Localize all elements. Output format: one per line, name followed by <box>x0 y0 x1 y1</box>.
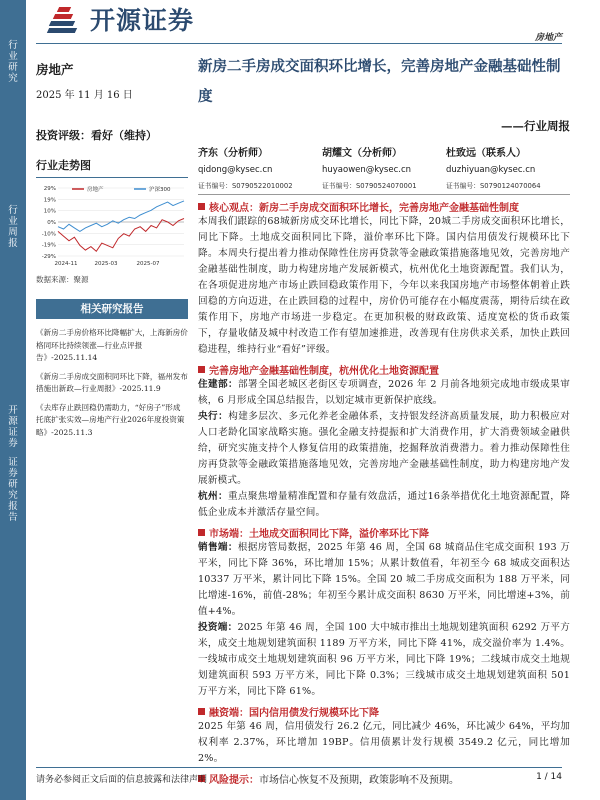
report-type: ——行业周报 <box>501 119 570 133</box>
analyst-name: 胡耀文（分析师） <box>322 148 402 159</box>
analyst-cert: 证书编号：S0790124070064 <box>446 182 541 190</box>
analyst <box>198 144 322 190</box>
analyst-email[interactable]: huyaowen@kysec.cn <box>322 165 412 175</box>
chart-legend-label: 房地产 <box>87 187 104 193</box>
risk-title: 风险提示： <box>209 775 259 786</box>
square-bullet-icon <box>198 203 205 210</box>
related-item[interactable]: 《新房二手房价格环比降幅扩大，上海新房价格同环比持续领涨—行业点评报告》-2025.11.14 <box>36 328 188 362</box>
chart-x-tick-label: 2025-03 <box>94 261 118 267</box>
analyst <box>446 144 570 190</box>
analyst-name: 齐东（分析师） <box>198 148 268 159</box>
page-number: 1 / 14 <box>536 772 562 782</box>
policy-item <box>198 409 570 489</box>
trend-chart-svg <box>36 180 188 272</box>
trend-chart-title: 行业走势图 <box>36 157 188 178</box>
policy-item <box>198 377 570 409</box>
policy-label: 住建部： <box>198 379 239 390</box>
core-view-body: 本周我们跟踪的68城新房成交环比增长，同比下降，20城二手房成交面积环比增长，同比下降。土地成交面积同比下降，溢价率环比下降。国内信用债发行规模环比下降。本周央行提出着力推动保障性住房再贷款等金融政策措施落地见效，完善房地产金融基础性制度，助力构建房地产发展新模式，杭州优化土地资源配置。我们认为，在各项促进房地产市场止跌回稳政策作用下，今年以来我国房地产市场整体朝着止跌回稳的方向迈进，在止跌回稳的过程中，房价仍可能存在小幅度震荡，期待后续在政策作用下，房地产市场进一步稳定。在更加积极的财政政策、适度宽松的货币政策下，存量收储及城中村改造工作有望加速推进，改善现有住房供求关系，加快止跌回稳进程，维持行业“看好”评级。 <box>198 216 570 355</box>
related-research-title: 相关研究报告 <box>36 299 188 319</box>
analyst-cert: 证书编号：S0790522010002 <box>198 182 293 190</box>
analyst-name: 杜致远（联系人） <box>446 148 526 159</box>
header-sector: 房地产 <box>534 33 562 43</box>
analyst-cert: 证书编号：S0790524070001 <box>322 182 417 190</box>
core-view-title: 核心观点：新房二手房成交面积环比增长，完善房地产金融基础性制度 <box>209 203 519 214</box>
report-date: 2025 年 11 月 16 日 <box>36 90 133 101</box>
market-label: 投资端： <box>198 622 238 633</box>
market-label: 销售端： <box>198 542 238 553</box>
policy-heading <box>198 362 570 377</box>
chart-x-tick-label: 2025-07 <box>136 261 160 267</box>
market-item <box>198 540 570 620</box>
chart-y-tick-label: 10% <box>43 208 56 215</box>
market-item <box>198 620 570 700</box>
investment-rating: 投资评级：看好（维持） <box>36 129 157 142</box>
chart-series-line <box>58 219 184 252</box>
policy-label: 杭州： <box>198 491 228 502</box>
market-text: 根据房管局数据，2025 年第 46 周，全国 68 城商品住宅成交面积 193 万平米，同比下降 36%，环比增加 15%；从累计数值看，年初至今 68 城成交面积达 10337 万平米，累计同比下降 15%。全国 20 城二手房成交面积为 188 万平米，同比增速-16%，前值-28%；年初至今累计成交面积 8630 万平米，同比增速+3%，前值+4%。 <box>198 542 570 617</box>
market-heading <box>198 525 570 540</box>
core-view-heading <box>198 199 570 214</box>
main-column <box>198 52 570 786</box>
policy-title: 完善房地产金融基础性制度，杭州优化土地资源配置 <box>209 366 439 377</box>
chart-y-tick-label: -29% <box>41 254 56 260</box>
square-bullet-icon <box>198 708 205 715</box>
analyst-list <box>198 144 570 195</box>
data-source: 数据来源：聚源 <box>36 275 89 284</box>
analyst-email[interactable]: duzhiyuan@kysec.cn <box>446 165 536 175</box>
market-text: 2025 年第 46 周，全国 100 大中城市推出土地规划建筑面积 6292 万平方米，成交土地规划建筑面积 1189 万平方米，同比下降 41%，成交溢价率为 1.4%。一线城市成交土地规划建筑面积 96 万平方米，同比下降 19%；二线城市成交土地规划建筑面积 593 万平方米，同比下降 0.3%；三线城市成交土地规划建筑面积 501 万平方米，同比下降 61%。 <box>198 622 571 697</box>
trend-chart <box>36 180 188 272</box>
footer-divider <box>36 767 562 768</box>
related-research-list <box>36 327 188 439</box>
finance-body: 2025 年第 46 周，信用债发行 26.2 亿元，同比减少 46%，环比减少 64%，平均加权利率 2.37%，环比增加 19BP。信用债累计发行规模 3549.2 亿元，同比增加 2%。 <box>198 721 570 764</box>
header-divider <box>36 43 562 44</box>
band-brand <box>5 405 21 523</box>
footer-disclaimer: 请务必参阅正文后面的信息披露和法律声明 <box>36 775 208 785</box>
chart-y-tick-label: -19% <box>41 242 56 249</box>
analyst <box>322 144 446 190</box>
left-band <box>0 0 26 800</box>
chart-y-tick-label: 0% <box>47 220 56 226</box>
chart-y-tick-label: -10% <box>41 231 56 238</box>
finance-title: 融资端：国内信用债发行规模环比下降 <box>209 708 379 719</box>
band-brand-line1: 开源证券 <box>8 405 18 449</box>
brand-name: 开源证券 <box>90 6 195 35</box>
market-title: 市场端：土地成交面积同比下降，溢价率环比下降 <box>209 529 429 540</box>
chart-y-tick-label: 29% <box>43 186 56 192</box>
policy-text: 构建多层次、多元化养老金融体系，支持银发经济高质量发展，助力积极应对人口老龄化国家战略实施。强化金融支持提振和扩大消费作用，扩大消费领域金融供给，研究实施支持个人修复信用的政策措施，挖掘释放消费潜力。着力推动保障性住房再贷款等金融政策措施落地见效，完善房地产金融基础性制度，助力构建房地产发展新模式。 <box>198 411 570 486</box>
chart-series-line <box>58 201 184 232</box>
brand-logo <box>48 2 194 36</box>
square-bullet-icon <box>198 529 205 536</box>
related-item[interactable]: 《去库存止跌回稳仍需助力，“好房子”形成托底扩张实效—房地产行业2026年度投资策略》-2025.11.3 <box>36 402 185 437</box>
logo-stripes-icon <box>48 4 84 34</box>
policy-label: 央行： <box>198 411 229 422</box>
risk-heading <box>198 771 570 786</box>
sector-name: 房地产 <box>36 62 74 77</box>
analyst-email[interactable]: qidong@kysec.cn <box>198 165 273 175</box>
left-column <box>36 52 188 445</box>
policy-item <box>198 489 570 521</box>
related-item[interactable]: 《新房二手房成交面积同环比下降，福州发布措施出新政—行业周报》-2025.11.9 <box>36 371 188 393</box>
risk-body: 市场信心恢复不及预期，政策影响不及预期。 <box>259 775 459 786</box>
finance-heading <box>198 704 570 719</box>
band-brand-line2: 证券研究报告 <box>8 457 18 523</box>
chart-x-tick-label: 2024-11 <box>54 261 78 267</box>
chart-y-tick-label: 19% <box>43 197 56 204</box>
band-sector: 行业研究 <box>8 40 18 84</box>
square-bullet-icon <box>198 366 205 373</box>
policy-text: 重点聚焦增量精准配置和存量有效盘活，通过16条举措优化土地资源配置，降低企业成本并激活存量空间。 <box>198 491 570 518</box>
report-title: 新房二手房成交面积环比增长，完善房地产金融基础性制度 <box>198 58 561 105</box>
policy-text: 部署全国老城区老街区专项调查，2026 年 2 月前各地须完成地市级成果审核，6 月形成全国总结报告，以划定城市更新保护底线。 <box>198 379 570 406</box>
band-report-type: 行业周报 <box>8 205 18 249</box>
chart-legend-label: 沪深300 <box>149 187 171 193</box>
